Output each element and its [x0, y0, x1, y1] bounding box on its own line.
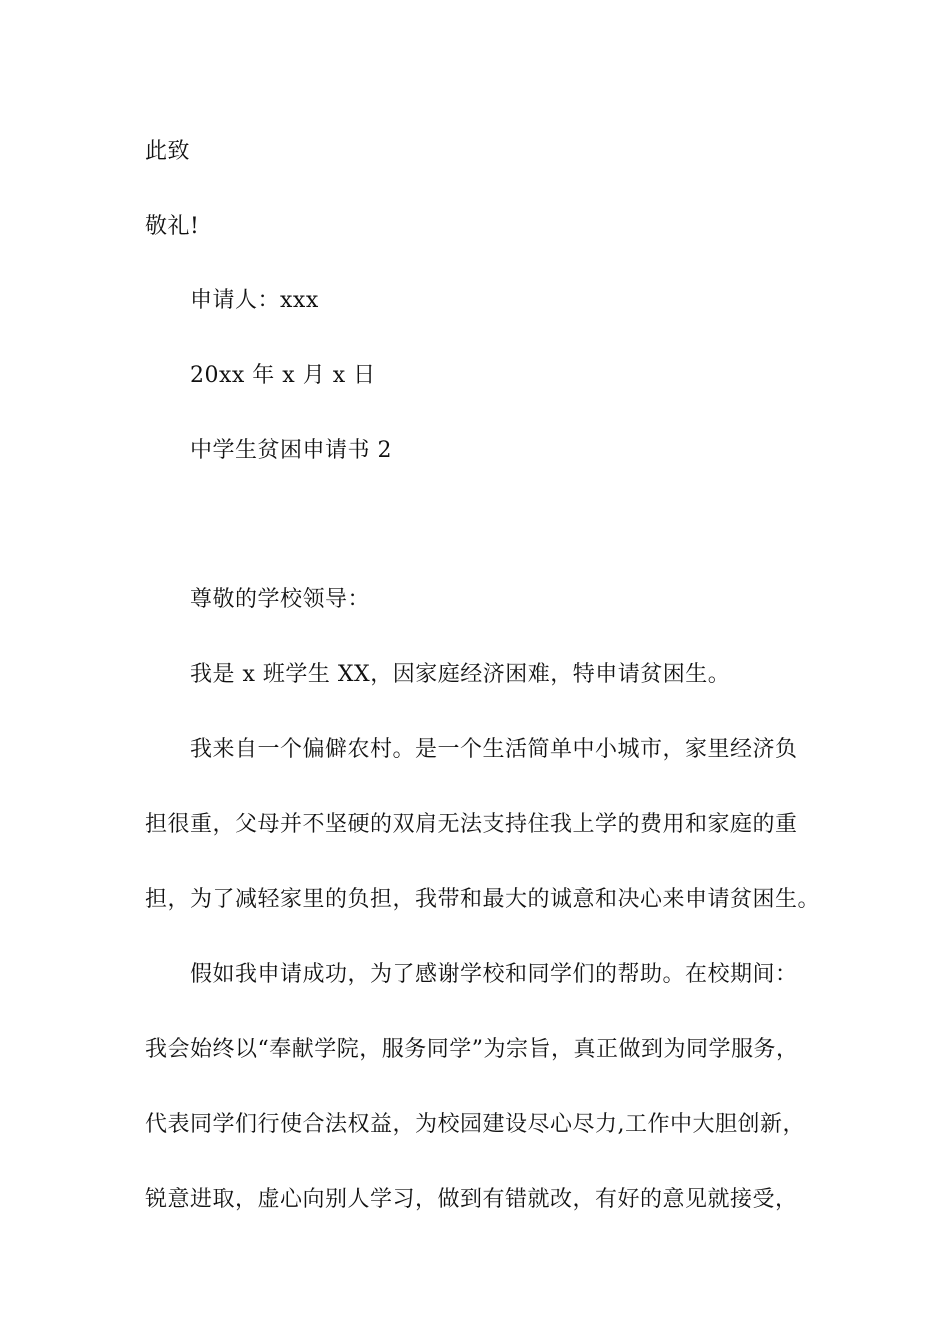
- applicant-signature: 申请人：xxx: [190, 288, 319, 313]
- letter-title: 中学生贫困申请书 2: [190, 438, 392, 463]
- closing-line-1: 此致: [145, 139, 191, 164]
- paragraph-2-line-1: 我来自一个偏僻农村。是一个生活简单中小城市，家里经济负: [190, 737, 798, 762]
- paragraph-3-line-3: 代表同学们行使合法权益，为校园建设尽心尽力,工作中大胆创新，: [145, 1112, 805, 1137]
- paragraph-3-line-1: 假如我申请成功，为了感谢学校和同学们的帮助。在校期间：: [190, 962, 798, 987]
- paragraph-2-line-3: 担，为了减轻家里的负担，我带和最大的诚意和决心来申请贫困生。: [145, 887, 821, 912]
- paragraph-3-line-2: 我会始终以“奉献学院，服务同学”为宗旨，真正做到为同学服务，: [145, 1037, 799, 1062]
- salutation: 尊敬的学校领导：: [190, 587, 371, 612]
- paragraph-2-line-2: 担很重，父母并不坚硬的双肩无法支持住我上学的费用和家庭的重: [145, 812, 798, 837]
- paragraph-3-line-4: 锐意进取，虚心向别人学习，做到有错就改，有好的意见就接受，: [145, 1187, 798, 1212]
- closing-line-2: 敬礼!: [145, 214, 200, 239]
- paragraph-1: 我是 x 班学生 XX，因家庭经济困难，特申请贫困生。: [190, 662, 731, 687]
- signature-date: 20xx 年 x 月 x 日: [190, 363, 376, 388]
